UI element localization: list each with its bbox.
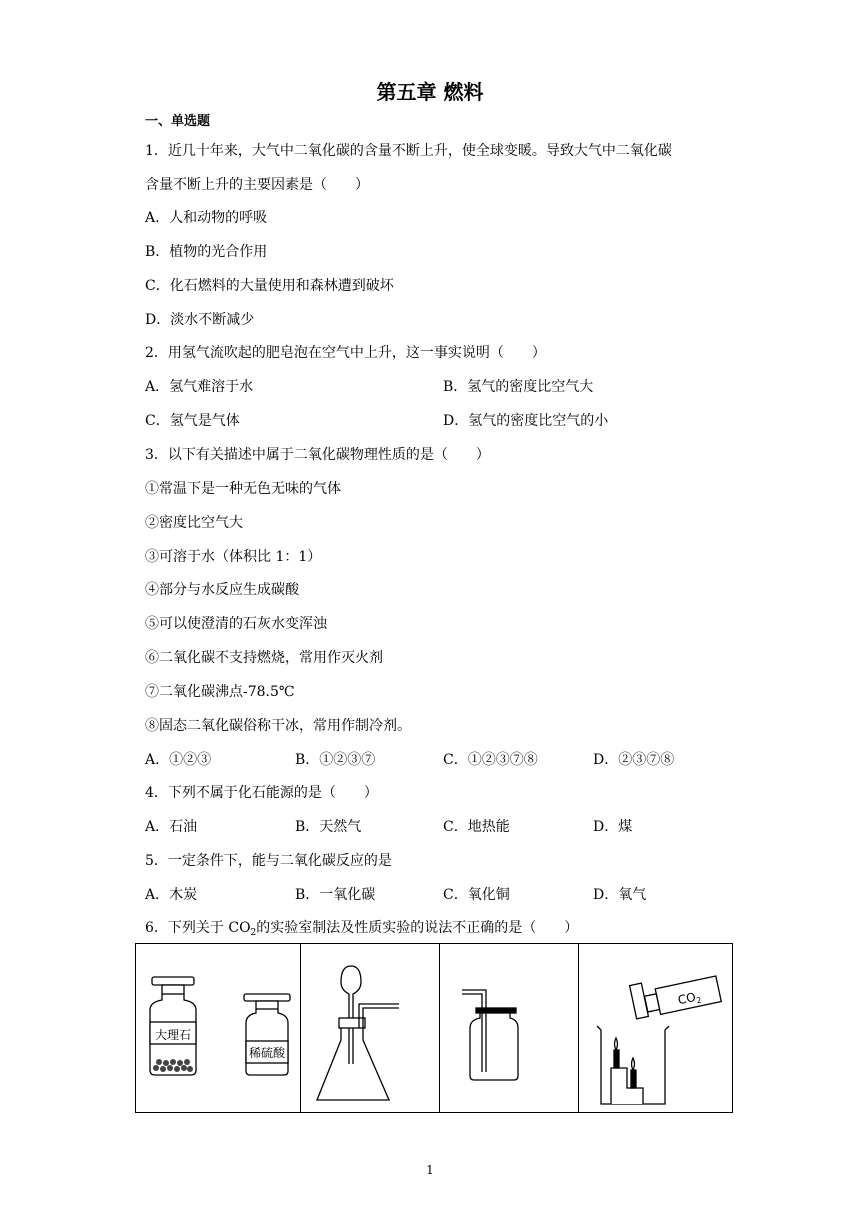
reagent-bottles-drawing — [136, 944, 301, 1112]
marble-pieces — [153, 1059, 193, 1072]
q3-option-a: A．①②③ — [145, 752, 212, 768]
figure-candle-experiment — [579, 944, 732, 1112]
page-number: 1 — [426, 1163, 434, 1177]
q6-stem-subscript: 2 — [250, 928, 257, 938]
q3-item: ③可溶于水（体积比 1：1） — [145, 549, 322, 565]
q1-stem-line2: 含量不断上升的主要因素是（ ） — [145, 177, 369, 193]
long-neck-funnel — [341, 966, 361, 1064]
figure-co2-generator — [301, 944, 440, 1112]
q3-item: ⑤可以使澄清的石灰水变浑浊 — [145, 616, 327, 632]
q4-option-d: D．煤 — [593, 819, 633, 835]
gas-collection-drawing — [440, 944, 579, 1112]
candle-experiment-drawing — [579, 944, 732, 1112]
flame-upper — [615, 1038, 618, 1050]
q4-stem: 4．下列不属于化石能源的是（ ） — [145, 785, 378, 801]
marble-bottle — [150, 977, 196, 1075]
q6-figure-table — [135, 943, 733, 1113]
q5-option-a: A．木炭 — [145, 887, 198, 903]
q3-item: ⑦二氧化碳沸点-78.5℃ — [145, 684, 295, 700]
q4-option-a: A．石油 — [145, 819, 198, 835]
glass-plate-cover — [630, 983, 649, 1019]
q2-stem: 2．用氢气流吹起的肥皂泡在空气中上升，这一事实说明（ ） — [145, 345, 546, 361]
q1-option-d: D．淡水不断减少 — [145, 312, 255, 328]
q3-item: ⑥二氧化碳不支持燃烧，常用作灭火剂 — [145, 650, 383, 666]
q3-item: ①常温下是一种无色无味的气体 — [145, 481, 341, 497]
gas-jar — [470, 1013, 518, 1080]
q5-stem: 5．一定条件下，能与二氧化碳反应的是 — [145, 853, 392, 869]
q3-option-b: B．①②③⑦ — [295, 752, 376, 768]
q5-option-b: B．一氧化碳 — [295, 887, 376, 903]
q3-stem: 3．以下有关描述中属于二氧化碳物理性质的是（ ） — [145, 447, 490, 463]
q3-option-d: D．②③⑦⑧ — [593, 752, 675, 768]
acid-bottle — [244, 994, 290, 1075]
section-heading: 一、单选题 — [145, 114, 211, 129]
q4-option-b: B．天然气 — [295, 819, 362, 835]
glass-plate — [476, 1008, 516, 1013]
q3-option-c: C．①②③⑦⑧ — [443, 752, 538, 768]
q2-option-c: C．氢气是气体 — [145, 413, 240, 429]
q3-item: ②密度比空气大 — [145, 515, 243, 531]
candle-upper — [614, 1050, 619, 1068]
page-title: 第五章 燃料 — [376, 80, 484, 104]
figure-gas-collection — [440, 944, 579, 1112]
step-stand — [611, 1068, 643, 1104]
flame-lower — [632, 1058, 635, 1070]
q3-item: ④部分与水反应生成碳酸 — [145, 582, 299, 598]
q6-stem — [145, 918, 578, 938]
co2-label-text: CO — [676, 989, 697, 1008]
candle-lower — [631, 1070, 636, 1088]
q3-item: ⑧固态二氧化碳俗称干冰，常用作制冷剂。 — [145, 718, 411, 734]
figure-reagent-bottles — [136, 944, 301, 1112]
q5-option-c: C．氧化铜 — [443, 887, 510, 903]
marble-bottle-label: 大理石 — [154, 1028, 192, 1042]
q5-option-d: D．氧气 — [593, 887, 647, 903]
q2-option-b: B．氢气的密度比空气大 — [443, 379, 594, 395]
co2-label-subscript: 2 — [695, 995, 703, 1006]
rubber-stopper — [339, 1018, 365, 1028]
q1-option-b: B．植物的光合作用 — [145, 244, 268, 260]
acid-bottle-label: 稀硫酸 — [248, 1046, 286, 1060]
q6-stem-suffix: 的实验室制法及性质实验的说法不正确的是（ ） — [256, 920, 579, 936]
q4-option-c: C．地热能 — [443, 819, 510, 835]
q1-option-c: C．化石燃料的大量使用和森林遭到破坏 — [145, 278, 394, 294]
co2-generator-drawing — [301, 944, 440, 1112]
q2-option-a: A．氢气难溶于水 — [145, 379, 254, 395]
q2-option-d: D．氢气的密度比空气的小 — [443, 413, 609, 429]
q6-stem-prefix: 6．下列关于 CO — [145, 920, 251, 936]
q1-option-a: A．人和动物的呼吸 — [145, 210, 268, 226]
q1-stem-line1: 1．近几十年来，大气中二氧化碳的含量不断上升，使全球变暖。导致大气中二氧化碳 — [145, 143, 672, 159]
